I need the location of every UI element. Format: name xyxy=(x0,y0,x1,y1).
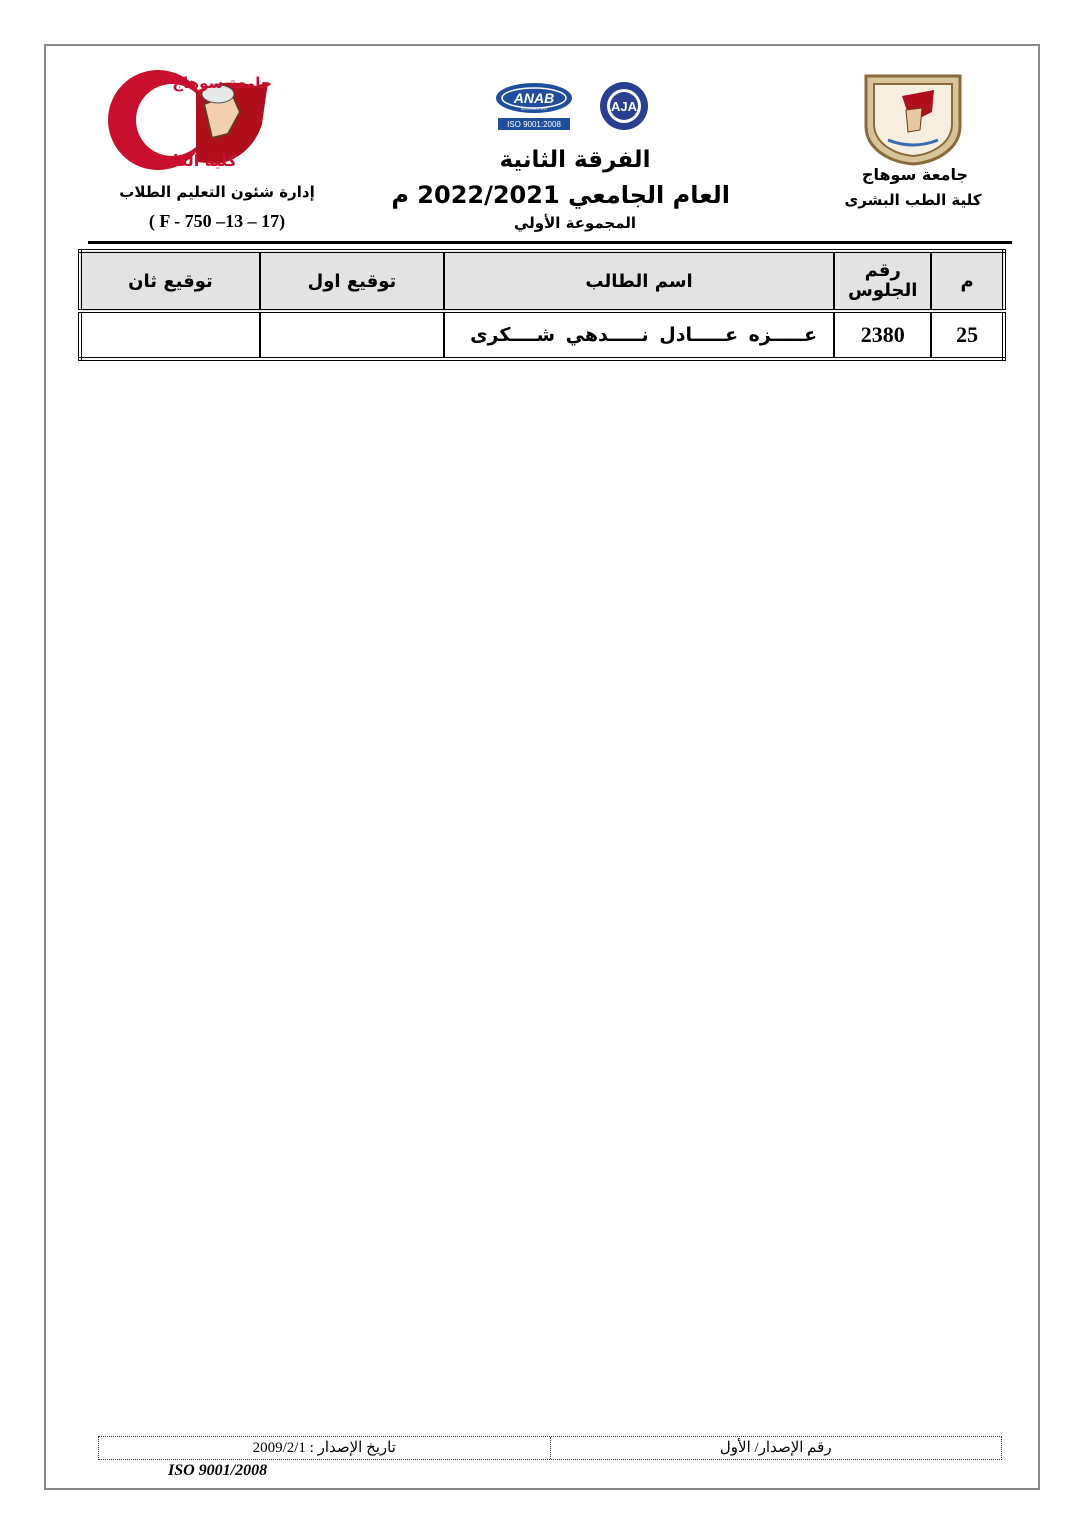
academic-year-title: العام الجامعي 2022/2021 م xyxy=(391,181,730,209)
column-header-student-name: اسم الطالب xyxy=(444,251,834,311)
first-signature-cell[interactable] xyxy=(260,311,444,359)
form-code: ( F - 750 –13 – 17) xyxy=(148,211,286,231)
issue-date: تاريخ الإصدار : 2009/2/1 xyxy=(99,1437,551,1459)
table-header-row xyxy=(80,251,1004,311)
table-row xyxy=(80,311,1004,359)
issue-number: رقم الإصدار/ الأول xyxy=(719,1440,832,1456)
footer-box xyxy=(98,1436,1002,1460)
svg-text:كلية الطب: كلية الطب xyxy=(155,151,237,170)
column-header-seat-number xyxy=(834,251,931,311)
header-divider xyxy=(88,241,1012,244)
svg-text:ACCREDITED: ACCREDITED xyxy=(520,106,548,111)
row-index: 25 xyxy=(931,311,1004,359)
faculty-logo xyxy=(100,64,276,176)
faculty-name: كلية الطب البشرى xyxy=(844,191,982,209)
second-signature-cell[interactable] xyxy=(80,311,260,359)
student-name: عـــــزه عـــــادل نـــــدهي شــــكرى xyxy=(444,311,834,359)
university-name: جامعة سوهاج xyxy=(861,165,969,184)
column-header-index: م xyxy=(931,251,1004,311)
iso-mark: ISO 9001/2008 xyxy=(168,1462,268,1479)
svg-text:ISO 9001:2008: ISO 9001:2008 xyxy=(507,120,561,129)
svg-text:ANAB: ANAB xyxy=(513,90,555,106)
roster-table xyxy=(78,249,1006,361)
university-seal-logo xyxy=(858,66,968,166)
column-header-second-signature: توقيع ثان xyxy=(80,251,260,311)
roster-table-container xyxy=(78,249,1006,361)
certification-logos xyxy=(494,80,664,134)
svg-text:جامعة سوهاج: جامعة سوهاج xyxy=(172,74,272,92)
svg-text:AJA: AJA xyxy=(610,99,638,114)
seat-header-line2: الجلوس xyxy=(848,280,918,301)
seat-header-line1: رقم xyxy=(864,260,901,281)
department-name: إدارة شئون التعليم الطلاب xyxy=(119,183,315,201)
group-name: المجموعة الأولي xyxy=(513,214,637,232)
seat-number: 2380 xyxy=(834,311,931,359)
column-header-first-signature: توقيع اول xyxy=(260,251,444,311)
year-level-title: الفرقة الثانية xyxy=(499,147,651,173)
